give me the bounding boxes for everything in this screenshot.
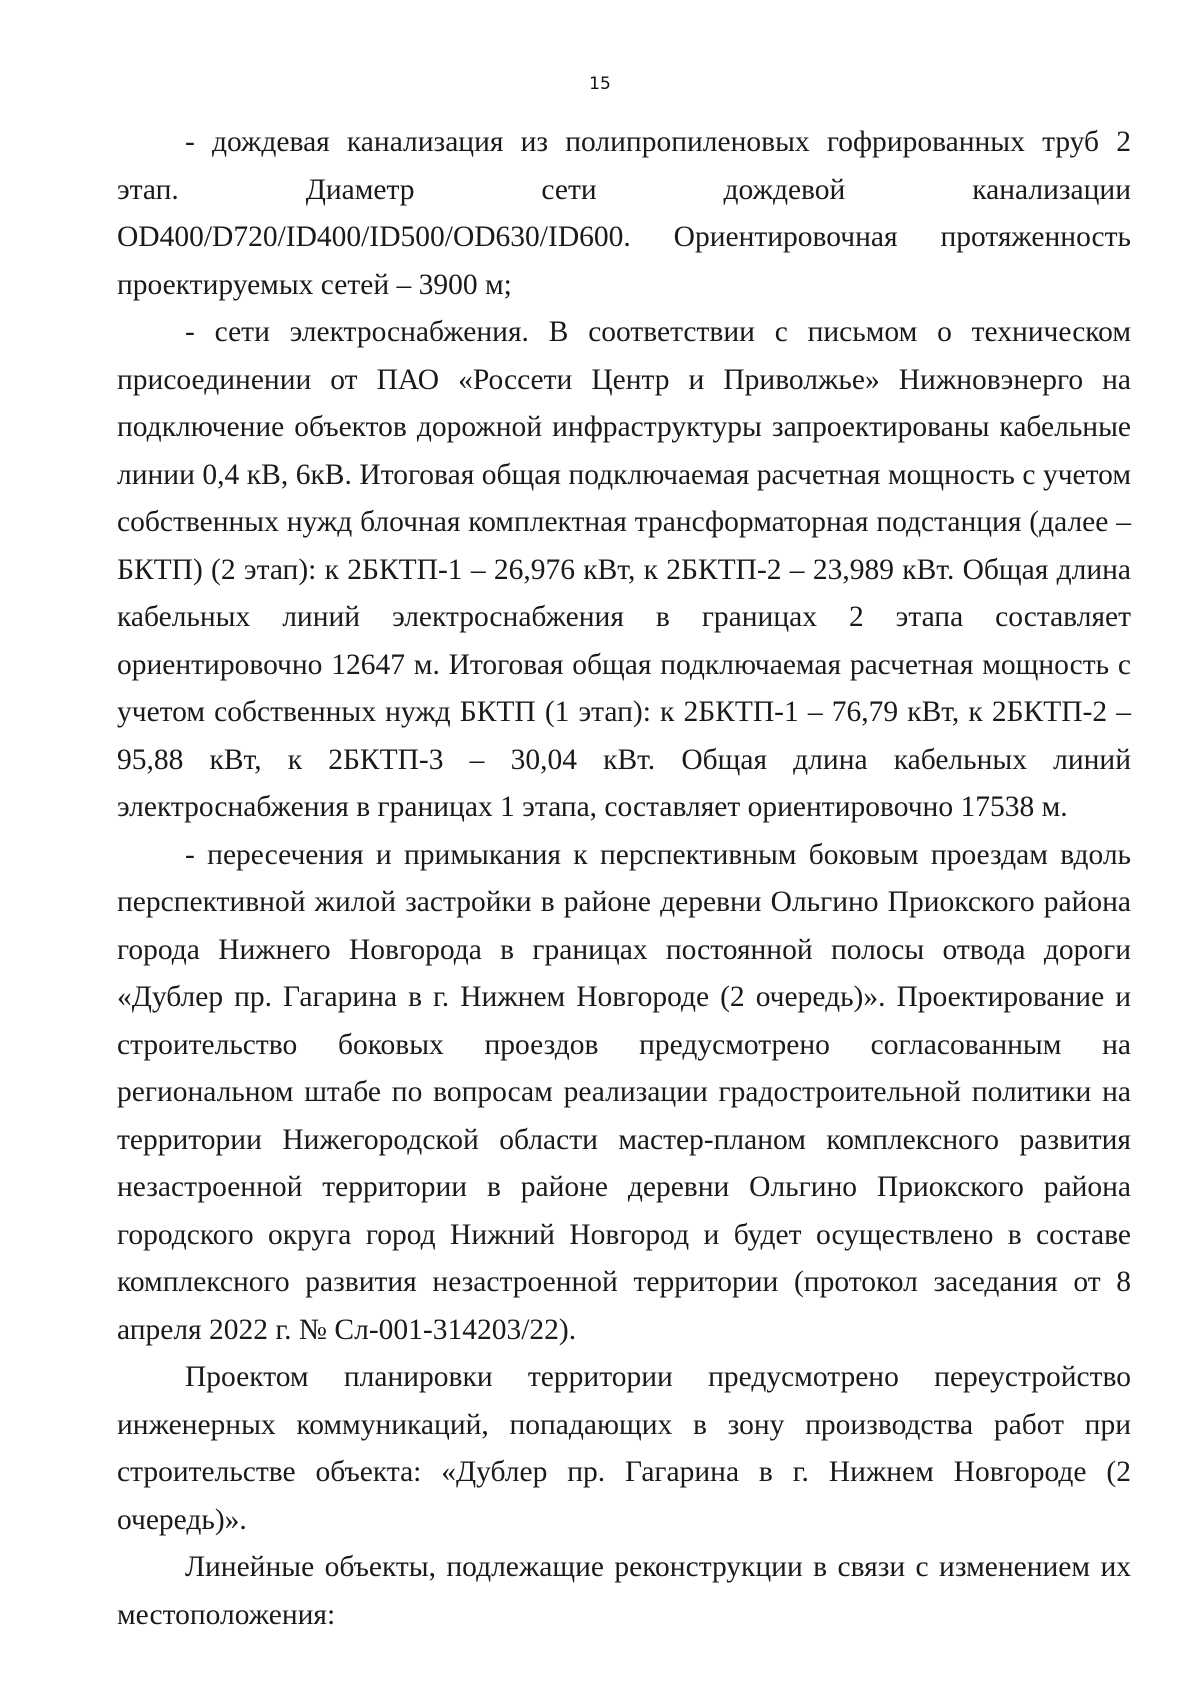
body-text — [117, 119, 1131, 1639]
paragraph-utilities-relocation: Проектом планировки территории предусмотрено переустройство инженерных коммуникаций, попадающих в зону производства работ при строительстве объекта: «Дублер пр. Гагарина в г. Нижнем Новгороде (2 очередь)». — [117, 1361, 1131, 1536]
paragraph-side-driveways: - пересечения и примыкания к перспективным боковым проездам вдоль перспективной жилой застройки в районе деревни Ольгино Приокского района города Нижнего Новгорода в границах постоянной полосы отвода дороги «Дублер пр. Гагарина в г. Нижнем Новгороде (2 очередь)». Проектирование и строительство боковых проездов предусмотрено согласованным на региональном штабе по вопросам реализации градостроительной политики на территории Нижегородской области мастер-планом комплексного развития незастроенной территории в районе деревни Ольгино Приокского района городского округа город Нижний Новгород и будет осуществлено в составе комплексного развития незастроенной территории (протокол заседания от 8 апреля 2022 г. № Сл-001-314203/22). — [117, 838, 1131, 1346]
page-number: 15 — [589, 74, 611, 94]
paragraph-linear-objects: Линейные объекты, подлежащие реконструкции в связи с изменением их местоположения: — [117, 1551, 1131, 1631]
paragraph-storm-sewer: - дождевая канализация из полипропиленовых гофрированных труб 2 этап. Диаметр сети дождевой канализации OD400/D720/ID400/ID500/OD630/ID600. Ориентировочная протяженность проектируемых сетей – 3900 м; — [117, 126, 1131, 301]
paragraph-power-supply: - сети электроснабжения. В соответствии с письмом о техническом присоединении от ПАО «Россети Центр и Приволжье» Нижновэнерго на подключение объектов дорожной инфраструктуры запроектированы кабельные линии 0,4 кВ, 6кВ. Итоговая общая подключаемая расчетная мощность с учетом собственных нужд блочная комплектная трансформаторная подстанция (далее – БКТП) (2 этап): к 2БКТП-1 – 26,976 кВт, к 2БКТП-2 – 23,989 кВт. Общая длина кабельных линий электроснабжения в границах 2 этапа составляет ориентировочно 12647 м. Итоговая общая подключаемая расчетная мощность с учетом собственных нужд БКТП (1 этап): к 2БКТП-1 – 76,79 кВт, к 2БКТП-2 – 95,88 кВт, к 2БКТП-3 – 30,04 кВт. Общая длина кабельных линий электроснабжения в границах 1 этапа, составляет ориентировочно 17538 м. — [117, 316, 1131, 823]
